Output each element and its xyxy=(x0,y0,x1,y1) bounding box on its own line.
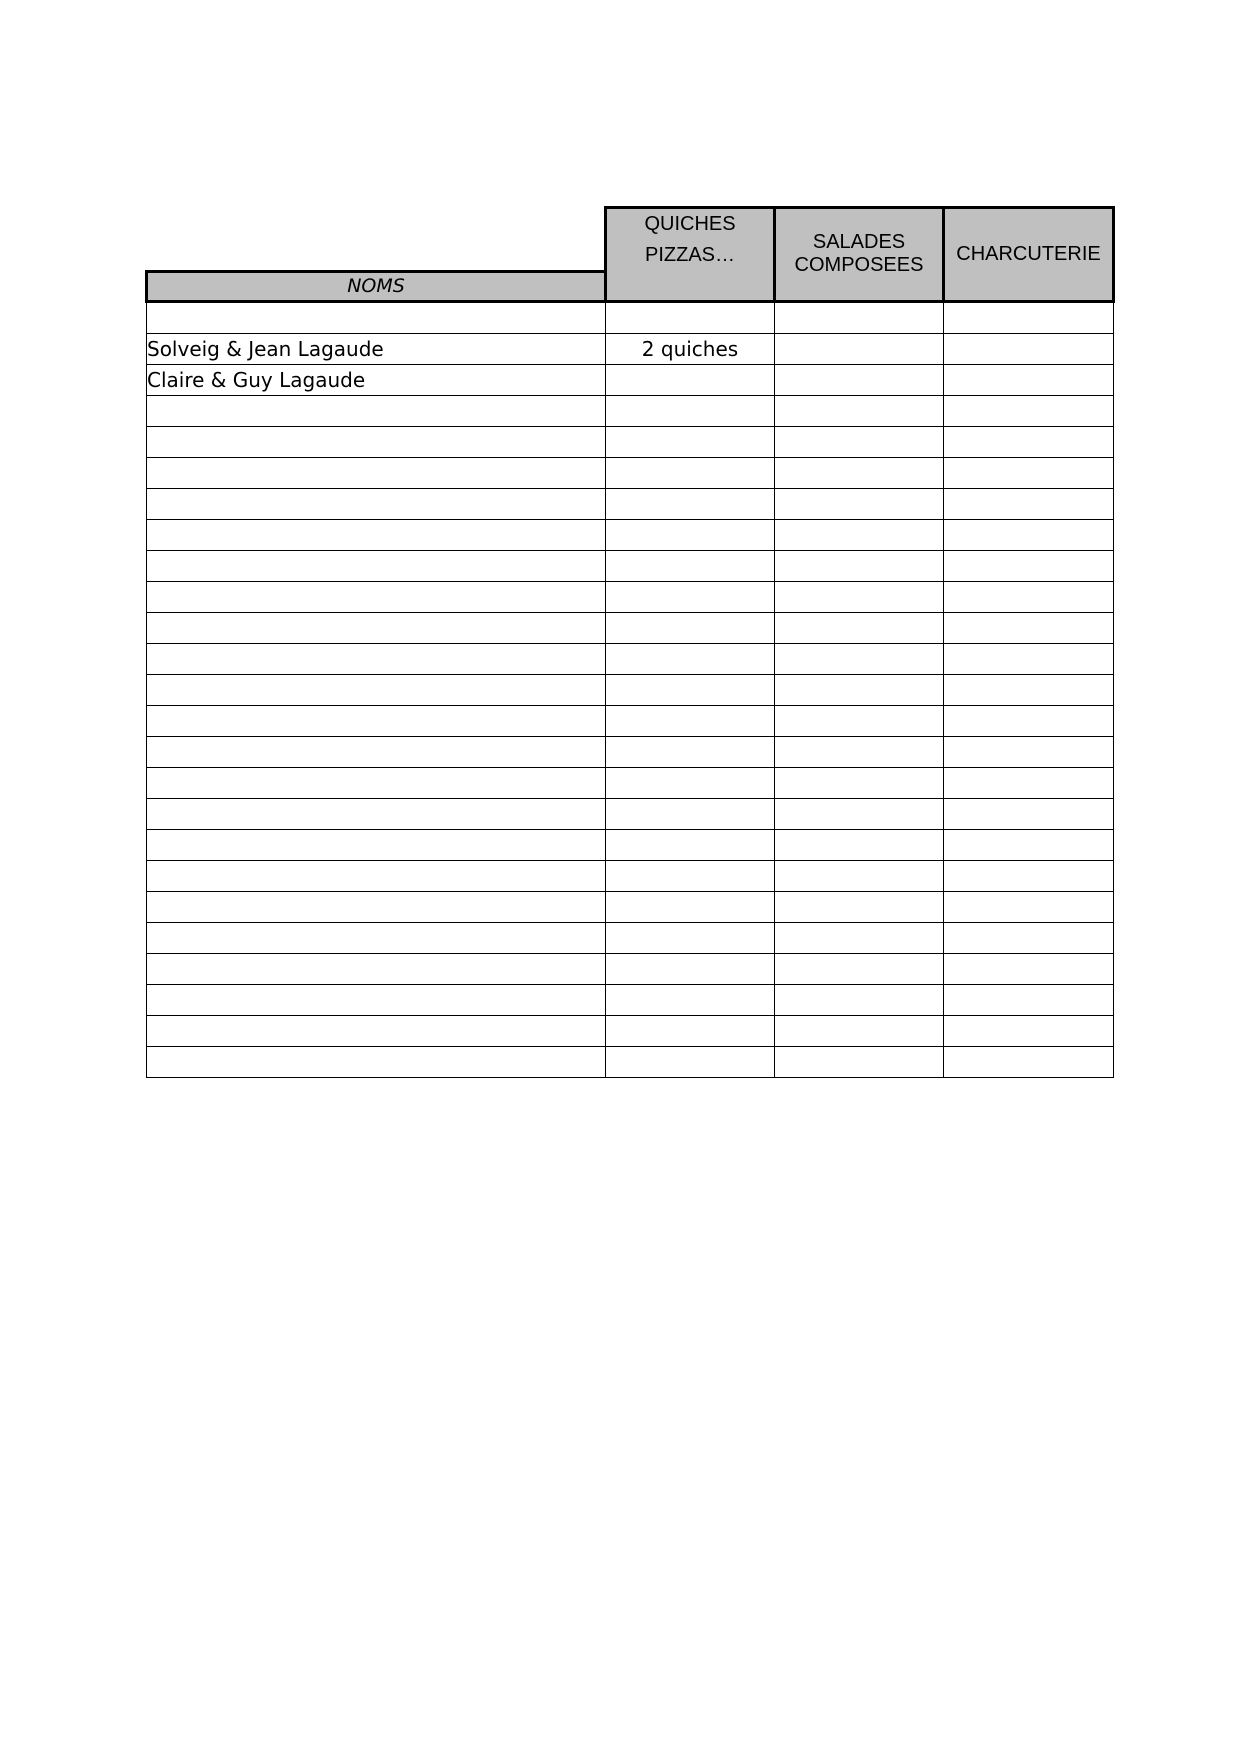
quiches-cell xyxy=(606,953,775,984)
charcuterie-cell xyxy=(944,364,1114,395)
charcuterie-cell xyxy=(944,922,1114,953)
salades-cell xyxy=(775,829,944,860)
quiches-cell xyxy=(606,891,775,922)
name-cell xyxy=(147,1015,606,1046)
salades-cell xyxy=(775,395,944,426)
charcuterie-cell xyxy=(944,612,1114,643)
salades-cell xyxy=(775,891,944,922)
salades-cell xyxy=(775,984,944,1015)
table-row xyxy=(147,333,1114,364)
charcuterie-cell xyxy=(944,333,1114,364)
salades-cell xyxy=(775,643,944,674)
table-row xyxy=(147,457,1114,488)
salades-cell xyxy=(775,1046,944,1077)
table-row xyxy=(147,767,1114,798)
charcuterie-cell xyxy=(944,798,1114,829)
table-row xyxy=(147,364,1114,395)
charcuterie-cell xyxy=(944,395,1114,426)
header-salades-line2: COMPOSEES xyxy=(794,254,924,277)
table-row xyxy=(147,953,1114,984)
table-row xyxy=(147,395,1114,426)
name-cell xyxy=(147,457,606,488)
quiches-cell xyxy=(606,301,775,333)
quiches-cell xyxy=(606,519,775,550)
quiches-cell xyxy=(606,1046,775,1077)
header-blank-cell xyxy=(147,208,606,272)
name-cell xyxy=(147,1046,606,1077)
header-charcuterie-label: CHARCUTERIE xyxy=(956,242,1101,265)
table-row xyxy=(147,1046,1114,1077)
quiches-cell xyxy=(606,736,775,767)
salades-cell xyxy=(775,364,944,395)
header-charcuterie xyxy=(944,208,1114,302)
quiches-cell xyxy=(606,457,775,488)
header-quiches-line1: QUICHES xyxy=(644,213,736,235)
table-row xyxy=(147,1015,1114,1046)
name-cell: Claire & Guy Lagaude xyxy=(147,364,606,395)
table-row xyxy=(147,798,1114,829)
quiches-cell xyxy=(606,550,775,581)
salades-cell xyxy=(775,426,944,457)
salades-cell xyxy=(775,612,944,643)
salades-cell xyxy=(775,550,944,581)
quiches-cell xyxy=(606,798,775,829)
name-cell xyxy=(147,860,606,891)
charcuterie-cell xyxy=(944,674,1114,705)
table-row xyxy=(147,519,1114,550)
quiches-cell xyxy=(606,922,775,953)
charcuterie-cell xyxy=(944,829,1114,860)
name-cell xyxy=(147,301,606,333)
charcuterie-cell xyxy=(944,426,1114,457)
salades-cell xyxy=(775,736,944,767)
name-cell xyxy=(147,922,606,953)
charcuterie-cell xyxy=(944,643,1114,674)
name-cell xyxy=(147,488,606,519)
name-cell xyxy=(147,674,606,705)
charcuterie-cell xyxy=(944,705,1114,736)
charcuterie-cell xyxy=(944,1015,1114,1046)
salades-cell xyxy=(775,860,944,891)
name-cell: Solveig & Jean Lagaude xyxy=(147,333,606,364)
name-cell xyxy=(147,581,606,612)
table-row xyxy=(147,860,1114,891)
name-cell xyxy=(147,426,606,457)
charcuterie-cell xyxy=(944,984,1114,1015)
name-cell xyxy=(147,984,606,1015)
quiches-cell xyxy=(606,829,775,860)
quiches-cell xyxy=(606,860,775,891)
table-row xyxy=(147,643,1114,674)
quiches-cell xyxy=(606,364,775,395)
charcuterie-cell xyxy=(944,581,1114,612)
charcuterie-cell xyxy=(944,457,1114,488)
quiches-cell: 2 quiches xyxy=(606,333,775,364)
salades-cell xyxy=(775,519,944,550)
name-cell xyxy=(147,767,606,798)
quiches-cell xyxy=(606,581,775,612)
charcuterie-cell xyxy=(944,767,1114,798)
sign-up-sheet-table xyxy=(145,206,1115,1078)
name-cell xyxy=(147,612,606,643)
header-quiches-pizzas xyxy=(606,208,775,302)
charcuterie-cell xyxy=(944,519,1114,550)
name-cell xyxy=(147,736,606,767)
quiches-cell xyxy=(606,1015,775,1046)
charcuterie-cell xyxy=(944,860,1114,891)
quiches-cell xyxy=(606,674,775,705)
name-cell xyxy=(147,643,606,674)
name-cell xyxy=(147,829,606,860)
table-row xyxy=(147,612,1114,643)
table-row xyxy=(147,301,1114,333)
name-cell xyxy=(147,705,606,736)
charcuterie-cell xyxy=(944,488,1114,519)
quiches-cell xyxy=(606,984,775,1015)
quiches-cell xyxy=(606,426,775,457)
name-cell xyxy=(147,519,606,550)
header-row-top xyxy=(147,208,1114,272)
header-salades-line1: SALADES xyxy=(812,231,906,254)
quiches-cell xyxy=(606,643,775,674)
table-row xyxy=(147,922,1114,953)
quiches-cell xyxy=(606,767,775,798)
salades-cell xyxy=(775,333,944,364)
header-quiches-line2: PIZZAS… xyxy=(644,244,735,266)
table-row xyxy=(147,829,1114,860)
name-cell xyxy=(147,395,606,426)
table-row xyxy=(147,736,1114,767)
salades-cell xyxy=(775,705,944,736)
salades-cell xyxy=(775,488,944,519)
table-row xyxy=(147,426,1114,457)
header-noms: NOMS xyxy=(147,271,606,301)
charcuterie-cell xyxy=(944,891,1114,922)
charcuterie-cell xyxy=(944,953,1114,984)
quiches-cell xyxy=(606,612,775,643)
name-cell xyxy=(147,550,606,581)
salades-cell xyxy=(775,457,944,488)
name-cell xyxy=(147,953,606,984)
salades-cell xyxy=(775,1015,944,1046)
salades-cell xyxy=(775,953,944,984)
charcuterie-cell xyxy=(944,1046,1114,1077)
charcuterie-cell xyxy=(944,736,1114,767)
table-row xyxy=(147,581,1114,612)
table-row xyxy=(147,674,1114,705)
table-row xyxy=(147,488,1114,519)
table-row xyxy=(147,984,1114,1015)
quiches-cell xyxy=(606,488,775,519)
charcuterie-cell xyxy=(944,550,1114,581)
quiches-cell xyxy=(606,705,775,736)
quiches-cell xyxy=(606,395,775,426)
salades-cell xyxy=(775,674,944,705)
table-row xyxy=(147,891,1114,922)
name-cell xyxy=(147,891,606,922)
salades-cell xyxy=(775,767,944,798)
salades-cell xyxy=(775,922,944,953)
salades-cell xyxy=(775,581,944,612)
table-row xyxy=(147,705,1114,736)
salades-cell xyxy=(775,798,944,829)
header-salades-composees xyxy=(775,208,944,302)
salades-cell xyxy=(775,301,944,333)
table-row xyxy=(147,550,1114,581)
charcuterie-cell xyxy=(944,301,1114,333)
name-cell xyxy=(147,798,606,829)
